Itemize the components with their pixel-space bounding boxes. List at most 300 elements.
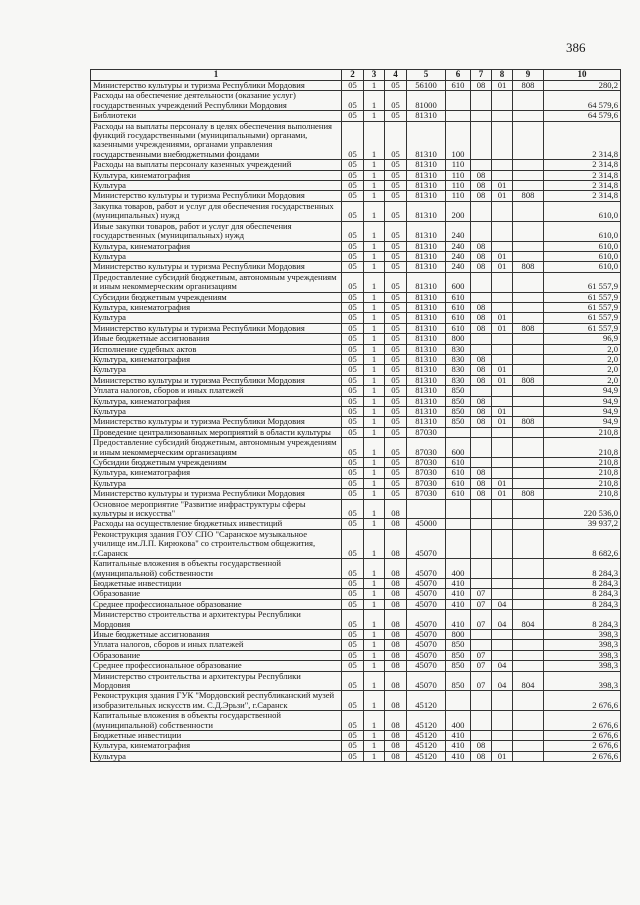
code-col2: 05 (342, 559, 364, 579)
table-row (91, 292, 621, 302)
code-col2: 05 (342, 241, 364, 251)
row-amount: 610,0 (544, 221, 621, 241)
code-col6: 410 (446, 610, 471, 630)
code-col6: 410 (446, 578, 471, 588)
code-col8: 01 (492, 181, 513, 191)
code-col4: 05 (385, 427, 407, 437)
code-col6: 110 (446, 160, 471, 170)
code-col2: 05 (342, 629, 364, 639)
code-col7 (471, 711, 492, 731)
code-col3: 1 (364, 272, 385, 292)
code-col7: 08 (471, 262, 492, 272)
column-header: 7 (471, 70, 492, 81)
code-col6 (446, 91, 471, 111)
column-header: 2 (342, 70, 364, 81)
code-col6: 240 (446, 241, 471, 251)
code-col5: 81000 (407, 91, 446, 111)
code-col9: 808 (513, 191, 544, 201)
table-header-row (91, 70, 621, 81)
code-col4: 05 (385, 478, 407, 488)
code-col3: 1 (364, 396, 385, 406)
code-col7 (471, 629, 492, 639)
code-col2: 05 (342, 438, 364, 458)
row-name: Культура, кинематография (91, 302, 342, 312)
code-col4: 05 (385, 334, 407, 344)
code-col3: 1 (364, 711, 385, 731)
row-name: Исполнение судебных актов (91, 344, 342, 354)
code-col4: 05 (385, 221, 407, 241)
code-col6: 240 (446, 262, 471, 272)
code-col5: 81310 (407, 386, 446, 396)
row-amount: 2 676,6 (544, 711, 621, 731)
row-amount: 2 314,8 (544, 191, 621, 201)
code-col9 (513, 365, 544, 375)
table-row (91, 160, 621, 170)
code-col2: 05 (342, 417, 364, 427)
table-row (91, 731, 621, 741)
code-col7 (471, 121, 492, 160)
code-col8 (492, 589, 513, 599)
row-name: Культура, кинематография (91, 741, 342, 751)
code-col8 (492, 272, 513, 292)
code-col5: 81310 (407, 396, 446, 406)
code-col2: 05 (342, 323, 364, 333)
code-col3: 1 (364, 417, 385, 427)
code-col7 (471, 221, 492, 241)
code-col8: 01 (492, 407, 513, 417)
code-col8 (492, 160, 513, 170)
code-col7: 08 (471, 191, 492, 201)
code-col9 (513, 661, 544, 671)
code-col8 (492, 640, 513, 650)
code-col4: 08 (385, 640, 407, 650)
code-col8 (492, 241, 513, 251)
code-col9: 804 (513, 610, 544, 630)
code-col3: 1 (364, 375, 385, 385)
code-col5: 45120 (407, 741, 446, 751)
code-col2: 05 (342, 599, 364, 609)
code-col7 (471, 529, 492, 558)
row-name: Культура, кинематография (91, 241, 342, 251)
row-name: Предоставление субсидий бюджетным, автономным учреждениям и иным некоммерческим организациям (91, 438, 342, 458)
code-col7: 08 (471, 417, 492, 427)
code-col6: 850 (446, 407, 471, 417)
code-col6: 410 (446, 751, 471, 761)
table-row (91, 529, 621, 558)
code-col8 (492, 427, 513, 437)
code-col7 (471, 344, 492, 354)
code-col7: 07 (471, 589, 492, 599)
table-row (91, 478, 621, 488)
column-header: 10 (544, 70, 621, 81)
code-col6: 240 (446, 221, 471, 241)
code-col6: 240 (446, 251, 471, 261)
code-col7: 08 (471, 181, 492, 191)
code-col3: 1 (364, 160, 385, 170)
row-amount: 96,9 (544, 334, 621, 344)
code-col9 (513, 396, 544, 406)
table-row (91, 302, 621, 312)
code-col7 (471, 438, 492, 458)
table-row (91, 407, 621, 417)
code-col9 (513, 201, 544, 221)
column-header: 8 (492, 70, 513, 81)
code-col5: 81310 (407, 272, 446, 292)
row-name: Среднее профессиональное образование (91, 599, 342, 609)
row-amount: 8 284,3 (544, 589, 621, 599)
code-col3: 1 (364, 292, 385, 302)
table-row (91, 251, 621, 261)
code-col9: 808 (513, 375, 544, 385)
code-col4: 05 (385, 121, 407, 160)
row-name: Культура (91, 365, 342, 375)
code-col3: 1 (364, 499, 385, 519)
code-col3: 1 (364, 354, 385, 364)
row-amount: 610,0 (544, 262, 621, 272)
code-col5: 81310 (407, 111, 446, 121)
code-col9: 808 (513, 489, 544, 499)
code-col4: 05 (385, 375, 407, 385)
code-col7: 08 (471, 489, 492, 499)
code-col2: 05 (342, 221, 364, 241)
code-col6: 410 (446, 589, 471, 599)
code-col4: 05 (385, 292, 407, 302)
code-col9: 808 (513, 417, 544, 427)
table-row (91, 365, 621, 375)
code-col3: 1 (364, 81, 385, 91)
code-col4: 05 (385, 458, 407, 468)
code-col2: 05 (342, 170, 364, 180)
row-amount: 2 314,8 (544, 181, 621, 191)
row-amount: 94,9 (544, 417, 621, 427)
table-row (91, 741, 621, 751)
row-name: Культура (91, 181, 342, 191)
code-col3: 1 (364, 731, 385, 741)
code-col7 (471, 160, 492, 170)
code-col2: 05 (342, 365, 364, 375)
budget-table-container (90, 69, 620, 762)
code-col9 (513, 731, 544, 741)
code-col6: 850 (446, 417, 471, 427)
code-col5: 81310 (407, 323, 446, 333)
row-amount: 398,3 (544, 661, 621, 671)
code-col5: 81310 (407, 334, 446, 344)
code-col8: 01 (492, 375, 513, 385)
row-name: Капитальные вложения в объекты государственной (муниципальной) собственности (91, 711, 342, 731)
code-col2: 05 (342, 519, 364, 529)
code-col6: 100 (446, 121, 471, 160)
table-row (91, 334, 621, 344)
code-col3: 1 (364, 334, 385, 344)
code-col4: 05 (385, 365, 407, 375)
row-name: Иные закупки товаров, работ и услуг для обеспечения государственных (муниципальных) нужд (91, 221, 342, 241)
table-row (91, 121, 621, 160)
row-name: Министерство культуры и туризма Республики Мордовия (91, 323, 342, 333)
code-col9: 804 (513, 671, 544, 691)
code-col9 (513, 354, 544, 364)
row-amount: 2 676,6 (544, 691, 621, 711)
code-col6: 410 (446, 731, 471, 741)
code-col4: 08 (385, 529, 407, 558)
code-col3: 1 (364, 181, 385, 191)
code-col7: 07 (471, 650, 492, 660)
code-col5: 45070 (407, 640, 446, 650)
code-col7: 08 (471, 302, 492, 312)
code-col4: 08 (385, 599, 407, 609)
row-amount: 398,3 (544, 671, 621, 691)
code-col6: 830 (446, 375, 471, 385)
code-col6: 400 (446, 559, 471, 579)
code-col2: 05 (342, 407, 364, 417)
table-row (91, 323, 621, 333)
table-row (91, 640, 621, 650)
code-col2: 05 (342, 375, 364, 385)
row-amount: 61 557,9 (544, 323, 621, 333)
code-col6: 410 (446, 741, 471, 751)
code-col8 (492, 529, 513, 558)
table-row (91, 691, 621, 711)
code-col7 (471, 111, 492, 121)
code-col5: 81310 (407, 241, 446, 251)
row-name: Уплата налогов, сборов и иных платежей (91, 386, 342, 396)
code-col4: 05 (385, 91, 407, 111)
row-amount: 8 284,3 (544, 559, 621, 579)
row-amount: 61 557,9 (544, 292, 621, 302)
code-col5: 81310 (407, 251, 446, 261)
table-row (91, 81, 621, 91)
code-col7: 08 (471, 365, 492, 375)
code-col3: 1 (364, 344, 385, 354)
row-name: Культура, кинематография (91, 354, 342, 364)
table-row (91, 650, 621, 660)
code-col7 (471, 691, 492, 711)
code-col6: 830 (446, 365, 471, 375)
code-col8: 01 (492, 489, 513, 499)
code-col2: 05 (342, 578, 364, 588)
code-col8: 04 (492, 610, 513, 630)
code-col6: 850 (446, 671, 471, 691)
code-col5: 45070 (407, 661, 446, 671)
code-col3: 1 (364, 578, 385, 588)
code-col4: 08 (385, 499, 407, 519)
code-col8 (492, 499, 513, 519)
row-amount: 61 557,9 (544, 302, 621, 312)
code-col9 (513, 578, 544, 588)
row-name: Культура, кинематография (91, 170, 342, 180)
code-col5: 81310 (407, 407, 446, 417)
code-col6: 600 (446, 438, 471, 458)
code-col2: 05 (342, 640, 364, 650)
table-row (91, 711, 621, 731)
code-col3: 1 (364, 386, 385, 396)
table-row (91, 661, 621, 671)
code-col5: 45070 (407, 650, 446, 660)
code-col6: 110 (446, 191, 471, 201)
code-col4: 05 (385, 323, 407, 333)
code-col8: 01 (492, 365, 513, 375)
row-name: Культура (91, 407, 342, 417)
code-col7: 07 (471, 599, 492, 609)
table-row (91, 221, 621, 241)
code-col3: 1 (364, 468, 385, 478)
row-name: Уплата налогов, сборов и иных платежей (91, 640, 342, 650)
code-col4: 05 (385, 201, 407, 221)
table-row (91, 170, 621, 180)
code-col4: 08 (385, 610, 407, 630)
table-row (91, 578, 621, 588)
table-row (91, 191, 621, 201)
code-col3: 1 (364, 610, 385, 630)
code-col3: 1 (364, 650, 385, 660)
code-col5: 81310 (407, 262, 446, 272)
code-col2: 05 (342, 458, 364, 468)
table-row (91, 489, 621, 499)
code-col4: 05 (385, 417, 407, 427)
code-col4: 05 (385, 407, 407, 417)
code-col4: 05 (385, 489, 407, 499)
code-col5: 81310 (407, 170, 446, 180)
row-name: Проведение централизованных мероприятий в области культуры (91, 427, 342, 437)
code-col3: 1 (364, 221, 385, 241)
code-col9 (513, 221, 544, 241)
code-col4: 08 (385, 589, 407, 599)
code-col2: 05 (342, 292, 364, 302)
code-col9 (513, 478, 544, 488)
table-body (91, 81, 621, 762)
code-col5: 81310 (407, 201, 446, 221)
code-col3: 1 (364, 629, 385, 639)
table-row (91, 386, 621, 396)
row-name: Образование (91, 650, 342, 660)
code-col7 (471, 519, 492, 529)
code-col5: 87030 (407, 427, 446, 437)
code-col9 (513, 241, 544, 251)
code-col7 (471, 292, 492, 302)
code-col5: 81310 (407, 417, 446, 427)
code-col8 (492, 519, 513, 529)
code-col9 (513, 181, 544, 191)
code-col4: 05 (385, 81, 407, 91)
code-col5: 45070 (407, 589, 446, 599)
code-col3: 1 (364, 251, 385, 261)
code-col6 (446, 529, 471, 558)
code-col3: 1 (364, 438, 385, 458)
code-col5: 45120 (407, 731, 446, 741)
code-col8 (492, 121, 513, 160)
code-col3: 1 (364, 241, 385, 251)
row-name: Основное мероприятие "Развитие инфраструктуры сферы культуры и искусства" (91, 499, 342, 519)
table-row (91, 201, 621, 221)
code-col8 (492, 170, 513, 180)
row-amount: 210,8 (544, 478, 621, 488)
row-amount: 610,0 (544, 251, 621, 261)
code-col3: 1 (364, 599, 385, 609)
code-col5: 87030 (407, 468, 446, 478)
code-col4: 08 (385, 661, 407, 671)
code-col6: 850 (446, 650, 471, 660)
code-col3: 1 (364, 91, 385, 111)
code-col3: 1 (364, 529, 385, 558)
code-col8: 01 (492, 478, 513, 488)
code-col4: 08 (385, 519, 407, 529)
code-col6: 800 (446, 629, 471, 639)
code-col9 (513, 519, 544, 529)
code-col8 (492, 344, 513, 354)
row-amount: 2,0 (544, 354, 621, 364)
code-col3: 1 (364, 751, 385, 761)
row-name: Предоставление субсидий бюджетным, автономным учреждениям и иным некоммерческим организациям (91, 272, 342, 292)
code-col4: 05 (385, 262, 407, 272)
code-col9 (513, 427, 544, 437)
code-col2: 05 (342, 589, 364, 599)
row-name: Культура (91, 251, 342, 261)
code-col8 (492, 354, 513, 364)
code-col9: 808 (513, 262, 544, 272)
page-number: 386 (566, 40, 586, 55)
code-col9 (513, 334, 544, 344)
code-col5: 45120 (407, 711, 446, 731)
code-col2: 05 (342, 499, 364, 519)
code-col7: 08 (471, 313, 492, 323)
row-name: Бюджетные инвестиции (91, 731, 342, 741)
table-row (91, 458, 621, 468)
code-col6: 800 (446, 334, 471, 344)
code-col4: 08 (385, 650, 407, 660)
row-amount: 8 284,3 (544, 599, 621, 609)
code-col8: 01 (492, 251, 513, 261)
code-col5: 87030 (407, 478, 446, 488)
code-col4: 05 (385, 181, 407, 191)
code-col5: 81310 (407, 354, 446, 364)
row-amount: 398,3 (544, 650, 621, 660)
code-col6 (446, 499, 471, 519)
code-col8 (492, 334, 513, 344)
row-name: Культура (91, 313, 342, 323)
row-amount: 2 314,8 (544, 170, 621, 180)
code-col4: 08 (385, 559, 407, 579)
row-amount: 210,8 (544, 427, 621, 437)
table-row (91, 468, 621, 478)
code-col5: 81310 (407, 375, 446, 385)
code-col4: 05 (385, 396, 407, 406)
row-amount: 2 676,6 (544, 751, 621, 761)
code-col2: 05 (342, 272, 364, 292)
code-col2: 05 (342, 313, 364, 323)
code-col6: 850 (446, 386, 471, 396)
code-col8 (492, 711, 513, 731)
row-name: Культура (91, 478, 342, 488)
row-name: Капитальные вложения в объекты государственной (муниципальной) собственности (91, 559, 342, 579)
code-col4: 05 (385, 191, 407, 201)
code-col9 (513, 468, 544, 478)
code-col4: 05 (385, 160, 407, 170)
code-col3: 1 (364, 661, 385, 671)
code-col4: 05 (385, 313, 407, 323)
row-name: Реконструкция здания ГОУ СПО "Саранское музыкальное училище им.Л.П. Кирюкова" со строительством общежития, г.Саранск (91, 529, 342, 558)
code-col5: 45070 (407, 629, 446, 639)
column-header: 4 (385, 70, 407, 81)
code-col5: 45070 (407, 599, 446, 609)
row-name: Культура, кинематография (91, 468, 342, 478)
code-col6: 410 (446, 599, 471, 609)
code-col6: 610 (446, 302, 471, 312)
code-col7: 07 (471, 610, 492, 630)
code-col5: 45070 (407, 578, 446, 588)
code-col6: 610 (446, 323, 471, 333)
code-col6: 610 (446, 313, 471, 323)
row-amount: 2 314,8 (544, 121, 621, 160)
code-col2: 05 (342, 650, 364, 660)
